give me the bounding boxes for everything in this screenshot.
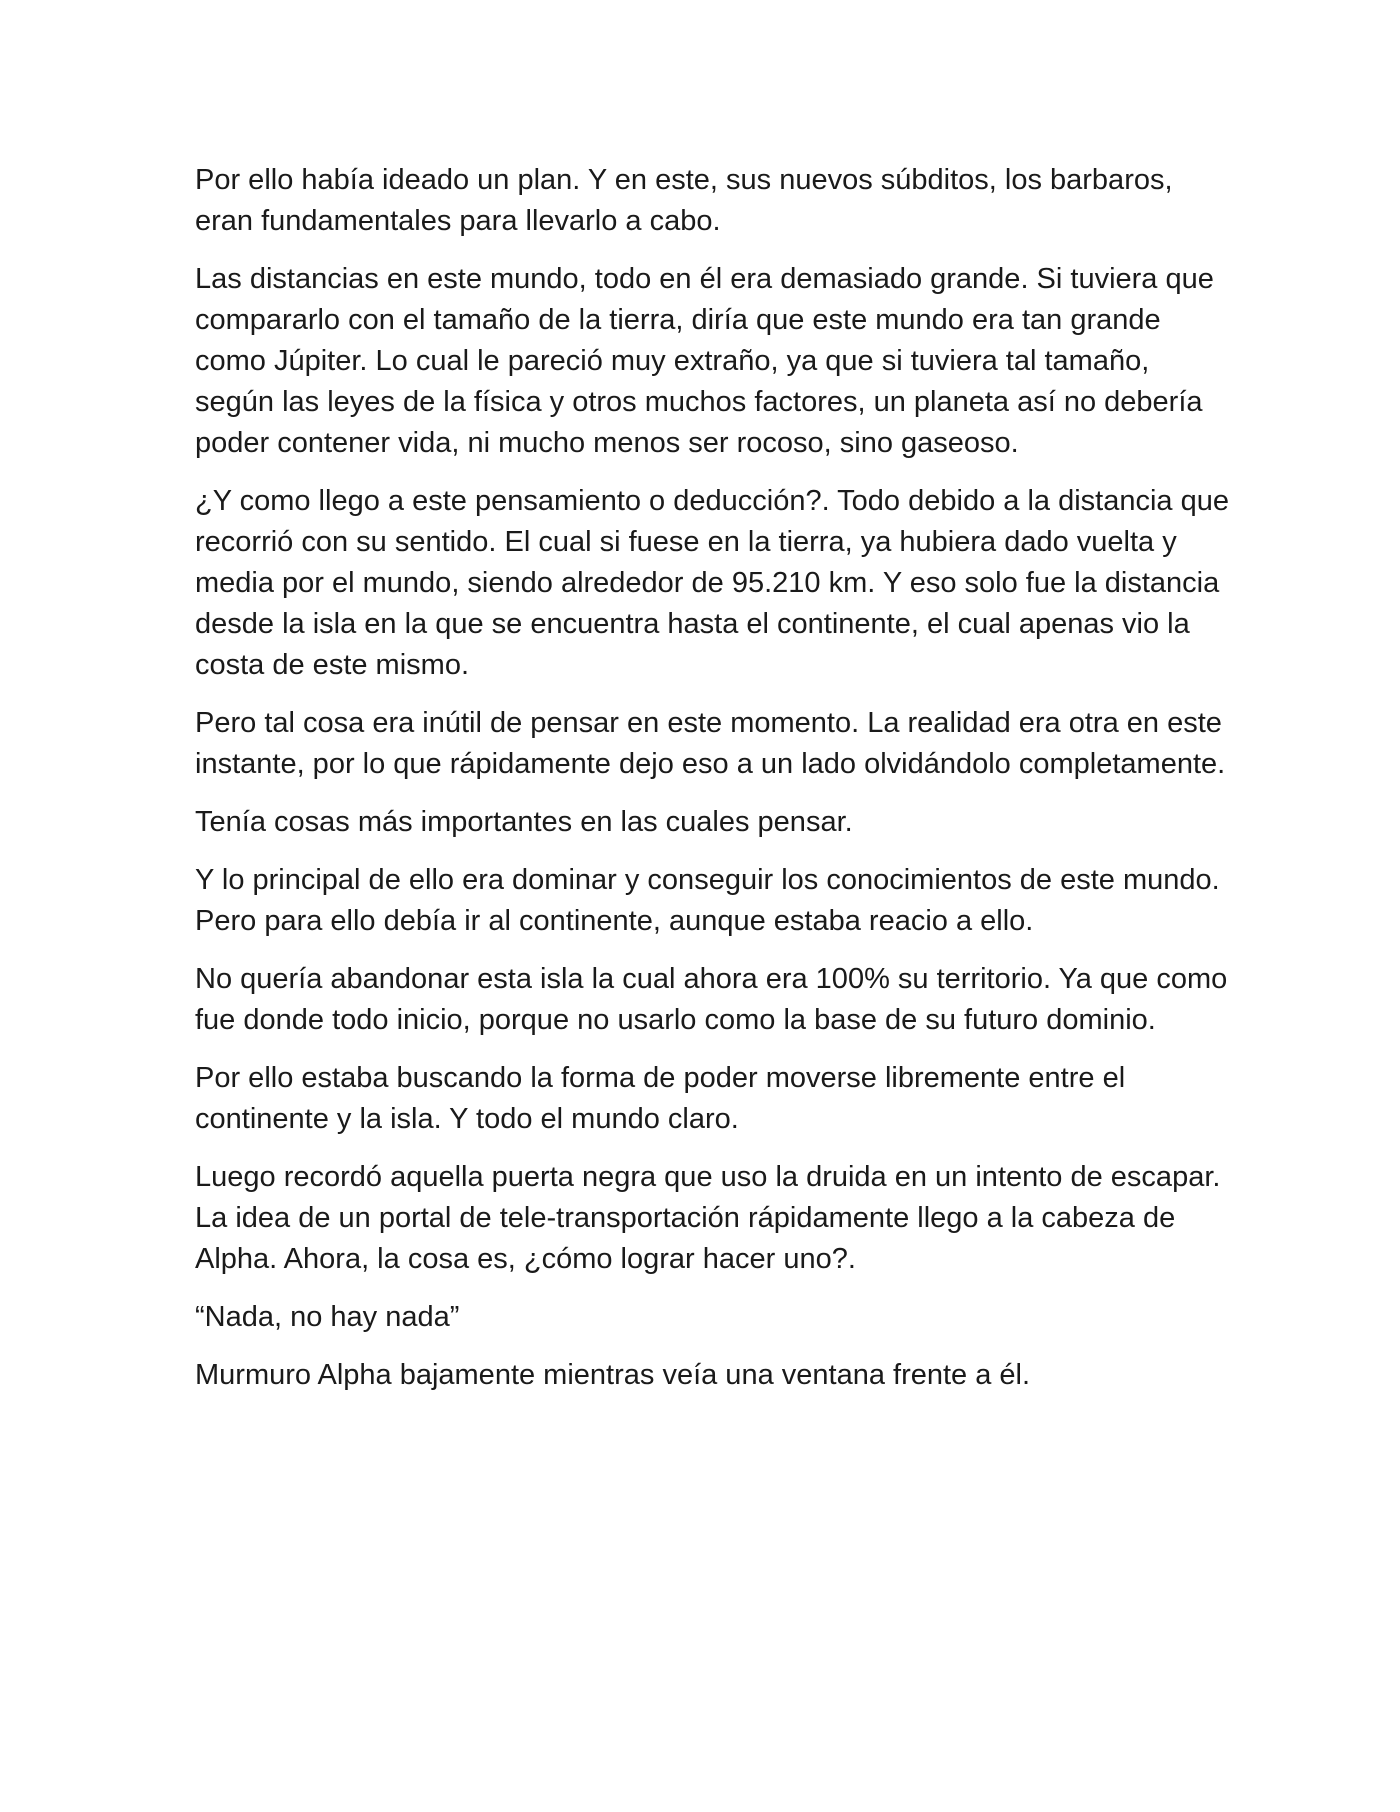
paragraph-9: Luego recordó aquella puerta negra que uso la druida en un intento de escapar. La idea de un portal de tele-transportación rápidamente llego a la cabeza de Alpha. Ahora, la cosa es, ¿cómo lograr hacer uno?. [195, 1161, 1221, 1275]
paragraph-10: “Nada, no hay nada” [195, 1301, 460, 1333]
paragraph-3: ¿Y como llego a este pensamiento o deducción?. Todo debido a la distancia que recorrió con su sentido. El cual si fuese en la tierra, ya hubiera dado vuelta y media por el mundo, siendo alrededor de 95.210 km. Y eso solo fue la distancia desde la isla en la que se encuentra hasta el continente, el cual apenas vio la costa de este mismo. [195, 485, 1229, 681]
paragraph-4: Pero tal cosa era inútil de pensar en este momento. La realidad era otra en este instante, por lo que rápidamente dejo eso a un lado olvidándolo completamente. [195, 707, 1226, 780]
paragraph-5: Tenía cosas más importantes en las cuales pensar. [195, 806, 853, 838]
paragraph-7: No quería abandonar esta isla la cual ahora era 100% su territorio. Ya que como fue donde todo inicio, porque no usarlo como la base de su futuro dominio. [195, 963, 1228, 1036]
paragraph-11: Murmuro Alpha bajamente mientras veía una ventana frente a él. [195, 1359, 1031, 1391]
paragraph-8: Por ello estaba buscando la forma de poder moverse libremente entre el continente y la isla. Y todo el mundo claro. [195, 1062, 1126, 1135]
document-body [195, 160, 1235, 1413]
paragraph-2: Las distancias en este mundo, todo en él era demasiado grande. Si tuviera que compararlo con el tamaño de la tierra, diría que este mundo era tan grande como Júpiter. Lo cual le pareció muy extraño, ya que si tuviera tal tamaño, según las leyes de la física y otros muchos factores, un planeta así no debería poder contener vida, ni mucho menos ser rocoso, sino gaseoso. [195, 263, 1214, 459]
paragraph-6: Y lo principal de ello era dominar y conseguir los conocimientos de este mundo. Pero para ello debía ir al continente, aunque estaba reacio a ello. [195, 864, 1220, 937]
paragraph-1: Por ello había ideado un plan. Y en este, sus nuevos súbditos, los barbaros, eran fundamentales para llevarlo a cabo. [195, 164, 1173, 237]
